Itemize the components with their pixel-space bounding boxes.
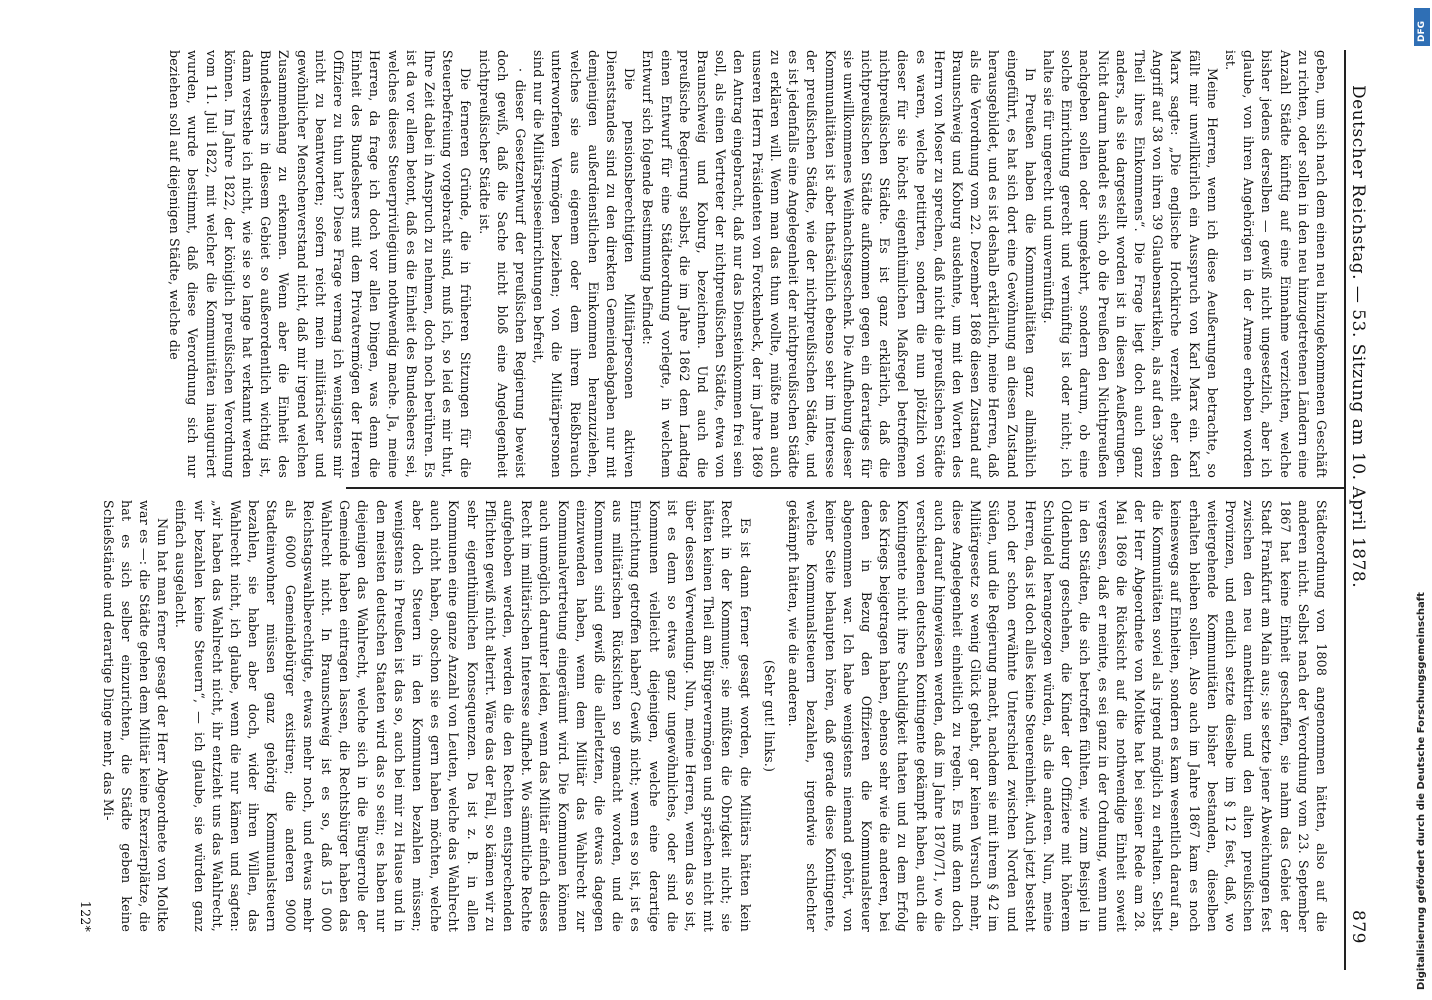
interjection: (Sehr gut! links.) xyxy=(761,659,777,773)
digitization-credit: Digitalisierung gefördert durch die Deutsche Forschungsgemeinschaft xyxy=(1416,592,1427,990)
paragraph: Nun hat man ferner gesagt der Herr Abgeordnete von Moltke war es —: die Städte gehen dem Militär keine Exerzierplätze, die hat es sich selber einzurichten, die Städte geben keine Schießstände und derartige Dinge mehr, das Mi- xyxy=(100,500,171,932)
dfg-logo xyxy=(1414,8,1430,46)
signature-mark: 122* xyxy=(78,900,94,932)
paragraph: · dieser Gesetzentwurf der preußischen Regierung beweist doch gewiß, daß die Sache nicht bloß eine Angelegenheit nichtpreußischer Städte ist. xyxy=(476,50,529,478)
page-number: 879 xyxy=(1348,910,1368,944)
dfg-logo-label: DFG xyxy=(1417,20,1427,42)
page-header xyxy=(1346,30,1374,970)
column-divider xyxy=(346,487,1346,489)
paragraph: Die pensionsberechtigten Militärpersonen aktiven Dienststandes sind zu den direkten Gemeindeabgaben nur mit demjenigen außerdienstlichen Einkommen heranzuziehen, welches sie aus eigenem oder dem ihrem Rießbrauch unterworfenen Vermögen beziehen; von die Militärpersonen sind nur die Militärspeiseeinrichtungen befreit, xyxy=(531,50,638,478)
left-column xyxy=(130,50,1330,478)
paragraph: Es ist dann ferner gesagt worden, die Militärs hätten kein Recht in der Kommune; sie müßten die Obrigkeit nicht; sie hätten keinen Theil am Bürgervermögen und sprächen nicht mit über dessen Verwendung. Nun, meine Herren, wenn das so ist, ist es denn so etwas ganz ungewöhnliches, oder sind die Kommunen vielleicht diejenigen, welche eine derartige Einrichtung getroffen haben? Gewiß nicht; wenn es so ist, ist es aus militärischen Rücksichten so gemacht worden, und die Kommunen sind gewiß die allerletzten, die etwas dagegen einzuwenden haben, wenn dem Militär das Wahlrecht zur Kommunalvertretung eingeräumt wird. Die Kommunen können auch unmöglich darunter leiden, wenn das Militär einfach dieses Recht im militärischen Interesse aufhebt. Wo sämmtliche Rechte aufgehoben werden, werden die den Rechten entsprechenden Pflichten gewiß nicht alterirt. Wäre das der Fall, so kämen wir zu sehr eigenthümlichen Konsequenzen. Da ist z. B. in allen Kommunen eine ganze Anzahl von Leuten, welche das Wahlrecht auch nicht haben, obschon sie es gern haben möchten, welche aber doch Steuern in den Kommunen bezahlen müssen; wenigstens in Preußen ist das so, auch bei mir zu Hause und in den meisten deutschen Staaten wird das so sein; es haben nur diejenigen das Wahlrecht, welche sich in die Bürgerrolle der Gemeinde haben eintragen lassen, die Rechtsbürger haben das Wahlrecht nicht. In Braunschweig ist es so, daß 15 000 Reichstagswahlberechtigte, etwas mehr noch, und etwas mehr als 6000 Gemeindebürger existiren; die anderen 9000 Stadteinwohner müssen ganz gehörig Kommunalsteuern bezahlen, sie haben aber doch, wider ihren Willen, das Wahlrecht nicht, ich glaube, wenn die nur kämen und sagten: „wir haben das Wahlrecht nicht, ihr entzieht uns das Wahlrecht, wir bezahlen keine Steuern“, — ich glaube, sie würden ganz einfach ausgelacht. xyxy=(173,500,753,932)
paragraph: In Preußen haben die Kommunalitäten ganz allmählich eingeführt, es hat sich dort eine Gewöhnung an diesen Zustand herausgebildet, und es ist deshalb erklärlich, meine Herren, daß als die Verordnung vom 22. Dezember 1868 diesen Zustand auf Braunschweig und Koburg ausdehnte, um mit den Worten des Herrn von Moser zu sprechen, daß nicht die preußischen Städte es waren, welche petitirten, sondern die nun plötzlich von dieser für sie höchst eigenthümlichen Maßregel betroffenen nichtpreußischen Städte. Es ist ganz erklärlich, daß die nichtpreußischen Städte aufkommen gegen ein derartiges für sie unwillkommenes Weihnachtsgeschenk. Die Aufhebung dieser Kommunalitäten ist aber thatsächlich ebenso sehr im Interesse der preußischen Städte, wie der nichtpreußischen Städte, und es ist jedenfalls eine Angelegenheit der nichtpreußischen Städte zu erklären will. Wenn man das thun wollte, müßte man auch unseren Herrn Präsidenten von Forckenbeck, der im Jahre 1869 den Antrag eingebracht, daß nur das Diensteinkommen frei sein soll, als einen Vertreter der nichtpreußischen Städte, etwa von Braunschweig und Koburg, bezeichnen. Und auch die preußische Regierung selbst, die im Jahre 1862 dem Landtag einen Entwurf für eine Städteordnung vorlegte, in welchem Entwurf sich folgende Bestimmung befindet: xyxy=(640,50,1038,478)
header-rule xyxy=(1344,50,1346,970)
right-column xyxy=(78,500,1330,932)
paragraph: geben, um sich nach dem einen neu hinzugekommenen Geschäft zu richten, oder sollen in den neu hinzugetretenen Ländern eine Anzahl Städte künftig auf eine Einnahme verzichten, welche bisher jedens derselben — gewiß nicht ungesetzlich, aber ich glaube, von ihren Angehörigen in der Armee erhoben worden ist. xyxy=(1222,50,1329,478)
paragraph: Die ferneren Gründe, die in früheren Sitzungen für die Steuerbefreiung vorgebracht sind, muß ich, so leid es mir thut, Ihre Zeit dabei in Anspruch zu nehmen, doch noch berühren. Es ist da vor allem betont, daß es die Einheit des Bundesheers sei, welches dieses Steuerprivilegium nothwendig mache. Ja, meine Herren, da frage ich doch vor allen Dingen, was denn die Einheit des Bundesheers mit dem Privatvermögen der Herren Offiziere zu thun hat? Diese Frage vermag ich wenigstens mir nicht zu beantworten; sofern reicht mein militärischer und gewöhnlicher Menschenverstand nicht, daß mir irgend welchen Zusammenhang zu erkennen. Wenn aber die Einheit des Bundesheers in diesem Gebiet so außerordentlich wichtig ist, dann verstehe ich nicht, wie sie so lange hat verkannt werden können. Im Jahre 1822, der königlich preußischen Verordnung vom 11. Juli 1822, mit welcher die Kommunitäten inauguriert wurden, wurde bestimmt, daß diese Verordnung sich nur beziehen soll auf diejenigen Städte, welche die xyxy=(167,50,474,478)
paragraph: Städteordnung von 1808 angenommen hätten, also auf die anderen nicht. Selbst nach der Verordnung vom 23. September 1867 hat keine Einheit geschaffen, sie nahm das Gebiet der Stadt Frankfurt am Main aus; sie setzte jener Abweichungen fest zwischen den neu annektirten und den alten preußischen Provinzen, und endlich setzte dieselbe im § 12 fest, daß, wo weitergehende Kommunitäten bisher bestanden, dieselben erhalten bleiben sollen. Also auch im Jahre 1867 kam es noch keineswegs auf Einheiten, sondern es kam wesentlich darauf an, die Kommunitäten soviel als irgend möglich zu erhalten. Selbst der Herr Abgeordnete von Moltke hat bei seiner Rede am 28. Mai 1869 die Rücksicht auf die nothwendige Einheit soweit vergessen, daß er meinte, es sei ganz in der Ordnung, wenn nun in den Städten, die sich betroffen fühlten, wie zum Beispiel in Oldenburg geschehen, die Kinder der Offiziere mit höherem Schulgeld herangezogen würden, als die anderen. Nun, meine Herren, das ist doch alles keine Steuereinheit. Auch jetzt besteht noch der schon erwähnte Unterschied zwischen Norden und Süden, und die Regierung macht, nachdem sie mit ihrem § 42 im Militärgesetz so wenig Glück gehabt, gar keinen Versuch mehr, diese Angelegenheit einheitlich zu regeln. Es muß denn doch auch darauf hingewiesen werden, daß im Jahre 1870/71, wo die verschiedenen deutschen Kontingente gekämpft haben, auch die Kontingente nicht ihre Schuldigkeit thaten und zu dem Erfolg des Kriegs beigetragen haben, ebenso sehr wie die anderen, bei denen in Bezug den Offizieren die Kommunalsteuer abgenommen war. Ich habe wenigstens niemand gehört, von keiner Seite behaupten hören, daß gerade diese Kontingente, welche Kommunalsteuern bezahlen, irgendwie schlechter gekämpft hätten, wie die anderen. xyxy=(786,500,1329,932)
paragraph: Meine Herren, wenn ich diese Aeußerungen betrachte, so fällt mir unwillkürlich ein Ausspruch von Karl Marx ein. Karl Marx sagte: „Die englische Hochkirche verzeiht eher den Angriff auf 38 von ihren 39 Glaubensartikeln, als auf den 39sten Theil ihres Einkommens“. Die Frage liegt doch auch ganz anders, als sie dargestellt worden ist in diesen Aeußerungen. Nicht darum handelt es sich, ob die Preußen den Nichtpreußen nachgeben sollen oder umgekehrt, sondern darum, ob eine solche Einrichtung gerecht und vernünftig ist oder nicht; ich halte sie für ungerecht und unvernünftig. xyxy=(1040,50,1220,478)
running-title: Deutscher Reichstag. — 53. Sitzung am 10. April 1878. xyxy=(1348,85,1368,589)
